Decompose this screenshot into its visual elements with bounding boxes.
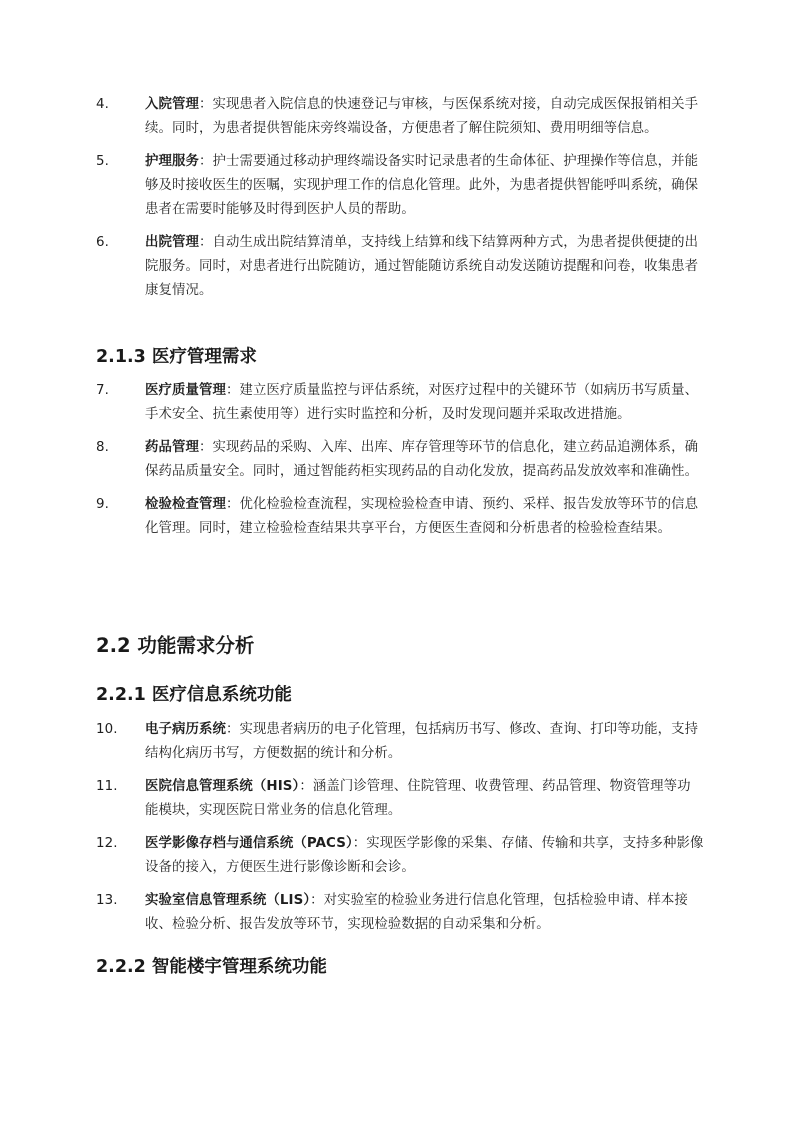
item-separator: ： — [225, 383, 240, 398]
item-text: 实现患者入院信息的快速登记与审核，与医保系统对接，自动完成医保报销相关手续。同时，为患者提供智能床旁终端设备，方便患者了解住院须知、费用明细等信息。 — [145, 97, 699, 136]
list-group-medical-management — [0, 379, 794, 550]
list-item — [0, 775, 794, 823]
chapter-heading: 2.2 功能需求分析 — [96, 634, 255, 657]
item-separator: ： — [198, 97, 213, 112]
list-number: 6. — [96, 235, 109, 250]
item-term: 医院信息管理系统（HIS） — [145, 779, 300, 794]
list-number: 4. — [96, 97, 109, 112]
item-text: 实现患者病历的电子化管理，包括病历书写、修改、查询、打印等功能，支持结构化病历书写，方便数据的统计和分析。 — [145, 722, 699, 761]
section-heading: 2.2.2 智能楼宇管理系统功能 — [96, 957, 327, 977]
list-item — [0, 832, 794, 880]
item-term: 入院管理 — [145, 97, 199, 112]
item-separator: ： — [225, 497, 240, 512]
item-separator: ： — [198, 154, 213, 169]
item-text: 自动生成出院结算清单，支持线上结算和线下结算两种方式，为患者提供便捷的出院服务。同时，对患者进行出院随访，通过智能随访系统自动发送随访提醒和问卷，收集患者康复情况。 — [145, 235, 699, 298]
item-separator: ： — [299, 779, 313, 794]
list-group-patient-services — [0, 93, 794, 312]
list-number: 12. — [96, 836, 118, 851]
list-number: 8. — [96, 440, 109, 455]
list-item — [0, 231, 794, 303]
section-heading: 2.2.1 医疗信息系统功能 — [96, 685, 292, 705]
section-heading: 2.1.3 医疗管理需求 — [96, 347, 257, 367]
list-item — [0, 718, 794, 766]
list-number: 11. — [96, 779, 118, 794]
list-number: 13. — [96, 893, 118, 908]
list-number: 5. — [96, 154, 109, 169]
item-term: 检验检查管理 — [145, 497, 226, 512]
list-item — [0, 493, 794, 541]
list-group-medical-info-systems — [0, 718, 794, 946]
item-text: 对实验室的检验业务进行信息化管理，包括检验申请、样本接收、检验分析、报告发放等环节，实现检验数据的自动采集和分析。 — [145, 893, 688, 932]
item-term: 出院管理 — [145, 235, 199, 250]
list-item — [0, 436, 794, 484]
item-text: 建立医疗质量监控与评估系统，对医疗过程中的关键环节（如病历书写质量、手术安全、抗生素使用等）进行实时监控和分析，及时发现问题并采取改进措施。 — [145, 383, 699, 422]
item-term: 实验室信息管理系统（LIS） — [145, 893, 311, 908]
list-item — [0, 150, 794, 222]
item-separator: ： — [198, 235, 213, 250]
list-number: 10. — [96, 722, 118, 737]
item-term: 护理服务 — [145, 154, 199, 169]
item-text: 优化检验检查流程，实现检验检查申请、预约、采样、报告发放等环节的信息化管理。同时，建立检验检查结果共享平台，方便医生查阅和分析患者的检验检查结果。 — [145, 497, 699, 536]
item-term: 药品管理 — [145, 440, 199, 455]
item-text: 实现药品的采购、入库、出库、库存管理等环节的信息化，建立药品追溯体系，确保药品质量安全。同时，通过智能药柜实现药品的自动化发放，提高药品发放效率和准确性。 — [145, 440, 699, 479]
item-term: 电子病历系统 — [145, 722, 226, 737]
item-term: 医疗质量管理 — [145, 383, 226, 398]
list-item — [0, 379, 794, 427]
list-item — [0, 93, 794, 141]
item-text: 护士需要通过移动护理终端设备实时记录患者的生命体征、护理操作等信息，并能够及时接收医生的医嘱，实现护理工作的信息化管理。此外，为患者提供智能呼叫系统，确保患者在需要时能够及时得到医护人员的帮助。 — [145, 154, 699, 217]
item-separator: ： — [225, 722, 240, 737]
item-text: 涵盖门诊管理、住院管理、收费管理、药品管理、物资管理等功能模块，实现医院日常业务的信息化管理。 — [145, 779, 691, 818]
item-separator: ： — [352, 836, 367, 851]
list-item — [0, 889, 794, 937]
item-text: 实现医学影像的采集、存储、传输和共享，支持多种影像设备的接入，方便医生进行影像诊断和会诊。 — [145, 836, 704, 875]
list-number: 9. — [96, 497, 109, 512]
item-term: 医学影像存档与通信系统（PACS） — [145, 836, 353, 851]
item-separator: ： — [198, 440, 213, 455]
list-number: 7. — [96, 383, 109, 398]
item-separator: ： — [310, 893, 324, 908]
